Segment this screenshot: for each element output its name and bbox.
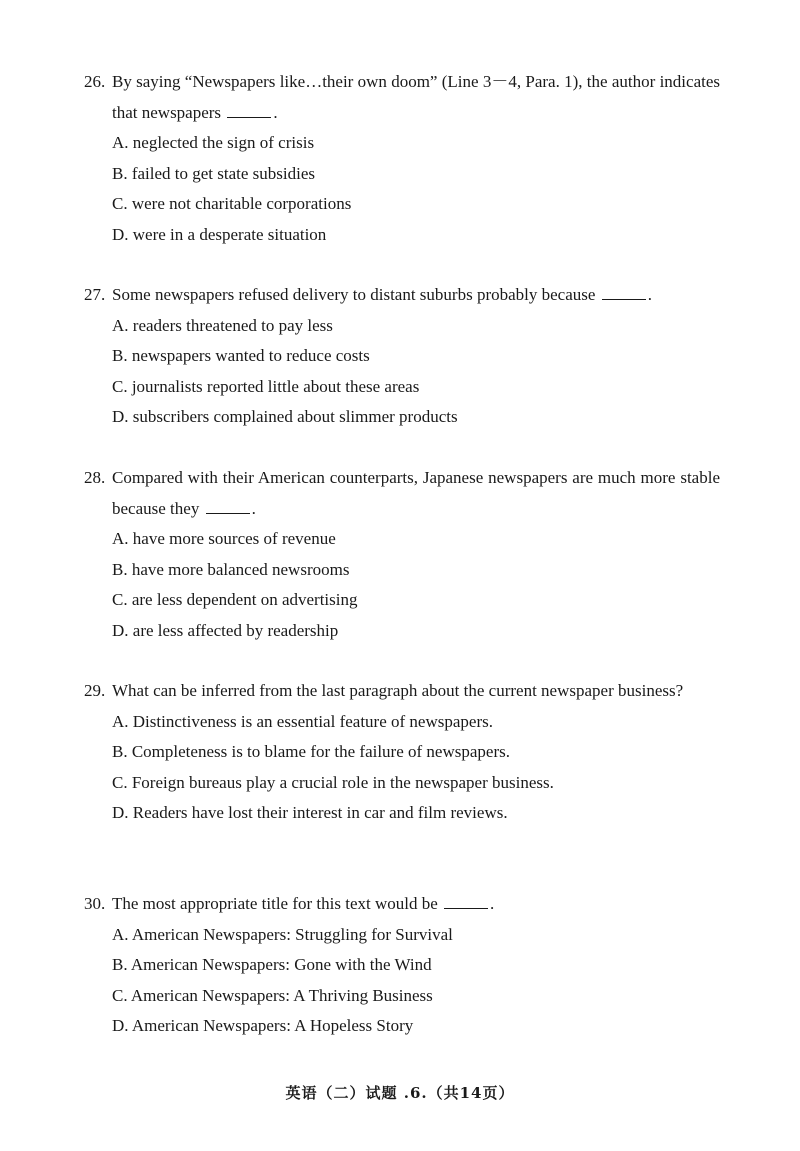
options-list <box>84 707 720 829</box>
option-b: B. Completeness is to blame for the failure of newspapers. <box>112 742 510 761</box>
question-text-before: Compared with their American counterparts, Japanese newspapers are much more stable because they <box>112 468 720 518</box>
options-list <box>84 920 720 1042</box>
question-text <box>112 67 720 128</box>
question-text-after: . <box>647 285 652 304</box>
option-a: A. American Newspapers: Struggling for Survival <box>112 924 453 944</box>
question-number: 27. <box>84 285 106 304</box>
question-stem <box>84 67 720 128</box>
page-footer: 英语（二）试题 .6.（共14页） <box>285 1084 515 1102</box>
question-text-before: The most appropriate title for this text would be <box>112 894 438 913</box>
question-stem <box>84 463 720 524</box>
option-c: C. are less dependent on advertising <box>112 590 358 609</box>
question-text <box>112 463 720 524</box>
option-d: D. were in a desperate situation <box>112 224 327 244</box>
question-30 <box>84 889 720 1042</box>
option-d: D. subscribers complained about slimmer products <box>112 407 458 426</box>
question-text-after: . <box>251 498 256 518</box>
question-stem <box>84 280 720 311</box>
option-b: B. have more balanced newsrooms <box>112 559 350 579</box>
option-b: B. failed to get state subsidies <box>112 163 316 183</box>
question-text-after: . <box>490 894 495 913</box>
question-number: 26. <box>84 72 106 91</box>
question-number: 30. <box>84 894 106 913</box>
option-c: C. Foreign bureaus play a crucial role in the newspaper business. <box>112 772 554 792</box>
question-number: 28. <box>84 468 106 487</box>
option-b: B. American Newspapers: Gone with the Wind <box>112 955 432 974</box>
option-c: C. were not charitable corporations <box>112 194 352 213</box>
option-b: B. newspapers wanted to reduce costs <box>112 346 370 365</box>
question-26 <box>84 67 720 250</box>
options-list <box>84 311 720 433</box>
option-a: A. Distinctiveness is an essential feature of newspapers. <box>112 711 493 731</box>
question-28 <box>84 463 720 646</box>
answer-blank <box>206 496 250 514</box>
question-stem <box>84 676 720 707</box>
option-a: A. readers threatened to pay less <box>112 315 333 335</box>
options-list <box>84 524 720 646</box>
question-27 <box>84 280 720 433</box>
question-text-before: Some newspapers refused delivery to distant suburbs probably because <box>112 285 596 304</box>
question-text-before: By saying “Newspapers like…their own doom” (Line 3－4, Para. 1), the author indicates that newspapers <box>112 72 720 122</box>
options-list <box>84 128 720 250</box>
option-d: D. American Newspapers: A Hopeless Story <box>112 1016 414 1035</box>
option-d: D. Readers have lost their interest in car and film reviews. <box>112 803 508 822</box>
option-a: A. neglected the sign of crisis <box>112 133 315 152</box>
answer-blank <box>602 282 646 300</box>
answer-blank <box>444 891 488 909</box>
option-c: C. journalists reported little about these areas <box>112 376 420 396</box>
question-stem <box>84 889 720 920</box>
option-c: C. American Newspapers: A Thriving Business <box>112 985 433 1005</box>
question-text-after: . <box>273 102 278 122</box>
question-text <box>112 280 720 311</box>
question-text: What can be inferred from the last paragraph about the current newspaper business? <box>112 681 684 700</box>
question-number: 29. <box>84 681 106 700</box>
option-a: A. have more sources of revenue <box>112 529 336 548</box>
question-text <box>112 889 720 920</box>
answer-blank <box>227 100 271 118</box>
option-d: D. are less affected by readership <box>112 620 339 640</box>
question-29 <box>84 676 720 829</box>
